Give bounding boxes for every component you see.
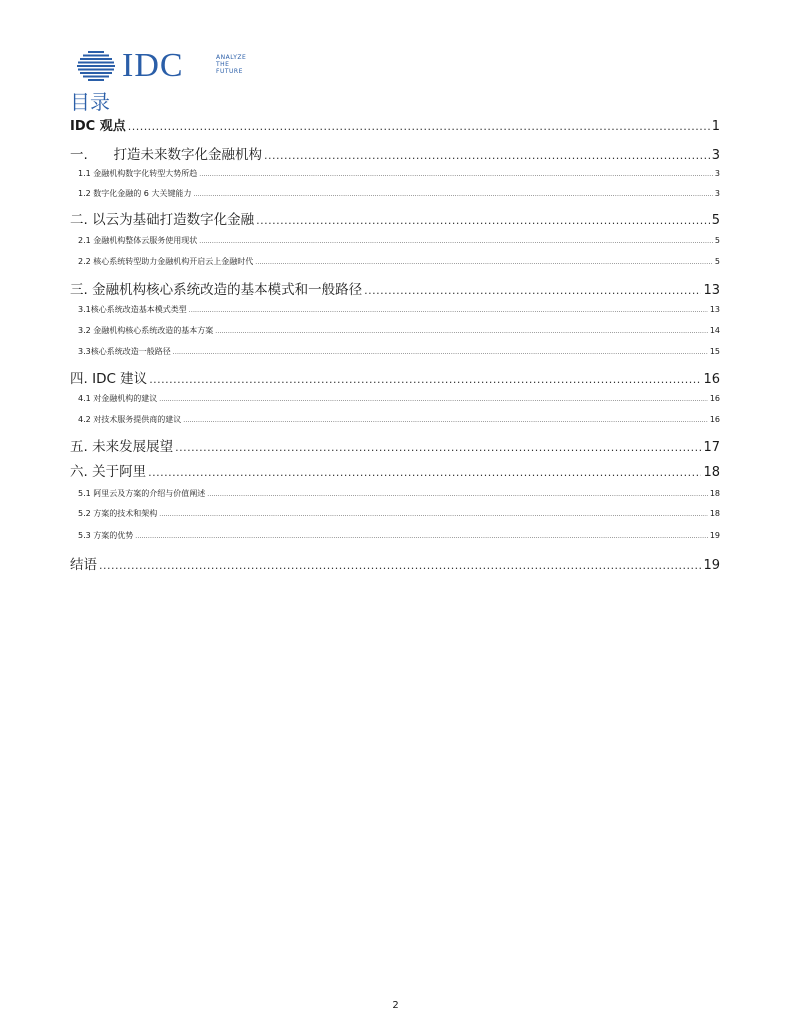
toc-leader-dots <box>256 214 710 227</box>
toc-entry-label: IDC 观点 <box>70 119 126 134</box>
toc-entry-page: 5 <box>714 236 720 245</box>
toc-entry-label: 5.1 阿里云及方案的介绍与价值阐述 <box>78 489 206 498</box>
toc-entry-page: 3 <box>714 169 720 178</box>
toc-entry-label: 5.3 方案的优势 <box>78 531 134 540</box>
idc-logo <box>72 47 247 84</box>
toc-entry[interactable] <box>78 508 720 519</box>
toc-leader-dots <box>199 171 713 178</box>
toc-entry-page: 18 <box>709 509 720 518</box>
toc-entry-label: 四. IDC 建议 <box>70 371 148 387</box>
toc-leader-dots <box>149 373 701 386</box>
toc-entry-page: 13 <box>703 283 720 298</box>
toc-entry-page: 3 <box>714 189 720 198</box>
toc-entry[interactable] <box>78 304 720 315</box>
toc-entry-page: 17 <box>703 440 720 455</box>
toc-entry-page: 3 <box>711 148 720 163</box>
toc-leader-dots <box>99 559 701 572</box>
toc-entry-label: 3.2 金融机构核心系统改造的基本方案 <box>78 326 214 335</box>
toc-entry[interactable] <box>70 208 720 228</box>
toc-leader-dots <box>215 328 708 335</box>
toc-entry-label: 二. 以云为基础打造数字化金融 <box>70 212 255 228</box>
toc-entry-page: 16 <box>703 372 720 387</box>
toc-entry-label: 4.2 对技术服务提供商的建议 <box>78 415 182 424</box>
toc-leader-dots <box>189 307 708 314</box>
toc-leader-dots <box>135 533 708 540</box>
toc-entry[interactable] <box>70 460 720 480</box>
toc-entry[interactable] <box>78 414 720 425</box>
toc-entry-page: 16 <box>709 415 720 424</box>
toc-entry[interactable] <box>70 367 720 387</box>
toc-entry[interactable] <box>78 256 720 267</box>
toc-leader-dots <box>128 120 710 133</box>
toc-entry-page: 16 <box>709 394 720 403</box>
globe-icon <box>74 50 118 82</box>
toc-entry[interactable] <box>78 235 720 246</box>
toc-leader-dots <box>264 149 710 162</box>
toc-entry-page: 18 <box>703 465 720 480</box>
toc-entry[interactable] <box>70 435 720 455</box>
toc-entry-page: 19 <box>709 531 720 540</box>
toc-entry-label: 2.2 核心系统转型助力金融机构开启云上金融时代 <box>78 257 254 266</box>
toc-entry-label: 五. 未来发展展望 <box>70 439 174 455</box>
toc-entry-page: 5 <box>714 257 720 266</box>
toc-leader-dots <box>173 349 708 356</box>
toc-leader-dots <box>159 396 708 403</box>
toc-entry-page: 5 <box>711 213 720 228</box>
toc-entry-page: 15 <box>709 347 720 356</box>
toc-entry-page: 13 <box>709 305 720 314</box>
toc-entry-page: 14 <box>709 326 720 335</box>
toc-entry-page: 1 <box>711 119 720 134</box>
toc-entry-label: 3.1核心系统改造基本模式类型 <box>78 305 187 314</box>
toc-entry[interactable] <box>78 325 720 336</box>
toc-leader-dots <box>364 284 701 297</box>
toc-leader-dots <box>183 417 708 424</box>
toc-leader-dots <box>148 466 701 479</box>
toc-leader-dots <box>207 491 708 498</box>
toc-leader-dots <box>199 238 713 245</box>
toc-entry-label: 结语 <box>70 557 97 573</box>
toc-entry[interactable] <box>78 188 720 199</box>
toc-entry[interactable] <box>70 115 720 134</box>
toc-entry[interactable] <box>78 530 720 541</box>
toc-entry-label: 3.3核心系统改造一般路径 <box>78 347 171 356</box>
toc-entry-page: 19 <box>703 558 720 573</box>
toc-entry-label: 六. 关于阿里 <box>70 464 147 480</box>
toc-leader-dots <box>255 259 713 266</box>
toc-entry[interactable] <box>78 393 720 404</box>
logo-wordmark: IDC <box>122 47 184 84</box>
toc-leader-dots <box>159 511 708 518</box>
toc-entry[interactable] <box>70 553 720 573</box>
toc-entry[interactable] <box>78 488 720 499</box>
page-number: 2 <box>392 1000 399 1011</box>
toc-entry[interactable] <box>70 278 720 298</box>
toc-title: 目录 <box>70 90 110 114</box>
toc-leader-dots <box>193 191 712 198</box>
toc-entry-label: 1.2 数字化金融的 6 大关键能力 <box>78 189 192 198</box>
toc-entry-label: 1.1 金融机构数字化转型大势所趋 <box>78 169 198 178</box>
toc-entry-label: 2.1 金融机构整体云服务使用现状 <box>78 236 198 245</box>
logo-tagline: ANALYZE THE FUTURE <box>216 54 247 75</box>
toc-entry[interactable] <box>78 168 720 179</box>
toc-leader-dots <box>175 441 701 454</box>
toc-entry[interactable] <box>70 143 720 163</box>
toc-entry-label: 三. 金融机构核心系统改造的基本模式和一般路径 <box>70 282 363 298</box>
toc-entry-label: 4.1 对金融机构的建议 <box>78 394 158 403</box>
toc-entry[interactable] <box>78 346 720 357</box>
toc-entry-page: 18 <box>709 489 720 498</box>
toc-entry-label: 5.2 方案的技术和架构 <box>78 509 158 518</box>
toc-entry-label: 一. 打造未来数字化金融机构 <box>70 147 263 163</box>
